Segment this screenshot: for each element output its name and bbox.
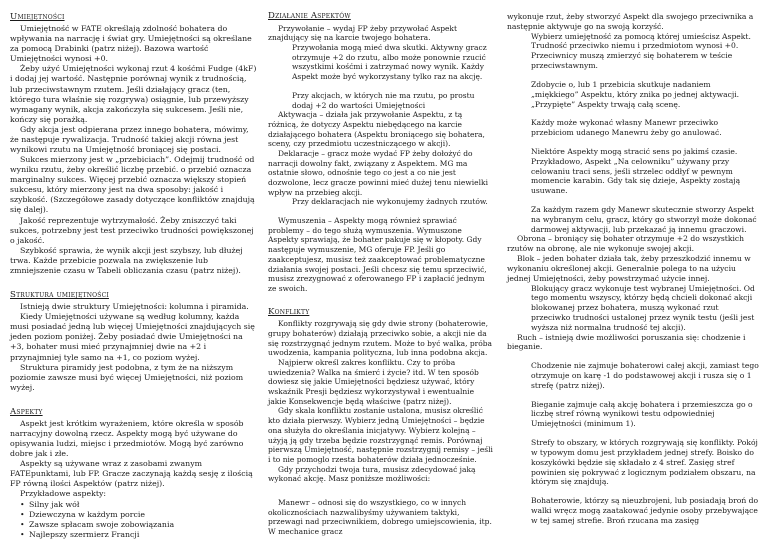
paragraph: Jakość reprezentuje wytrzymałość. Żeby zniszczyć taki sukces, potrzebny jest test przeciwko trudności powiększonej o jakość. — [10, 215, 254, 245]
heading-aspekty: Aspekty — [10, 406, 43, 417]
paragraph: Aspekty są używane wraz z zasobami zwanym FATEpunktami, lub FP. Gracze zaczynają każdą sesję z ilością FP równą ilości Aspektów (patrz niżej). — [10, 459, 253, 489]
paragraph: Konflikty rozgrywają się gdy dwie strony (bohaterowie, grupy bohaterów) działają przeciwko sobie, a akcji nie da się rozstrzygnąć jednym rzutem. Może to być walka, próba uwodzenia, kampania polityczna, lub inna podobna akcja. — [268, 319, 493, 358]
column-1 — [10, 12, 258, 540]
paragraph: Struktura piramidy jest podobna, z tym że na niższym poziomie zawsze musi być więcej Umiejętności, niż poziom wyżej. — [10, 362, 244, 392]
aspect-example-list — [20, 500, 258, 540]
paragraph: Żeby użyć Umiejętności wykonaj rzut 4 kośćmi Fudge (4kF) i dodaj jej wartość. Następnie porównaj wynik z trudnością, lub przeciwstawnym rzutem. Jeśli działający gracz (ten, którego tura właśnie się rozgrywa) osiągnie, lub przewyższy wymagany wynik, akcja zakończyła się sukcesem. Jeśli nie, kończy się porażką. — [10, 64, 257, 124]
paragraph: Sukces mierzony jest w „przebiciach”. Odejmij trudność od wyniku rzutu, żeby określić liczbę przebić. o przebić oznacza marginalny sukces. Więcej przebić oznacza większy stopień sukcesu, który mierzony jest na dwa sposoby: jakość i szybkość. (Szczegółowe zasady dotyczące konfliktów znajdują się dalej). — [10, 155, 255, 215]
paragraph: Wymuszenia – Aspekty mogą również sprawiać problemy – do tego służą wymuszenia. Wymuszone Aspekty sprawiają, że bohater pakuje się w kłopoty. Gdy następuje wymuszenie, MG oferuje FP. Jeśli go zaakceptujesz, musisz też zaakceptować problematyczne działania swojej postaci. Jeśli chcesz się temu sprzeciwić, musisz zrezygnować z oferowanego FP i zapłacić jednym ze swoich. — [268, 216, 487, 293]
heading-umiejetnosci: Umiejętności — [10, 12, 65, 22]
indented-paragraph: Przy akcjach, w których nie ma rzutu, po prostu dodaj +2 do wartości Umiejętności — [292, 90, 475, 110]
heading-struktura: Struktura umiejętności — [10, 290, 109, 301]
list-item: • Zawsze spłacam swoje zobowiązania — [20, 520, 258, 530]
paragraph: Przykładowe aspekty: — [20, 489, 106, 499]
indented-paragraph: Przy deklaracjach nie wykonujemy żadnych rzutów. — [292, 197, 488, 207]
paragraph: Istnieją dwie struktury Umiejętności: kolumna i piramida. — [20, 302, 249, 312]
paragraph: Ruch – istnieją dwie możliwości poruszania się: chodzenie i bieganie. — [507, 332, 746, 352]
list-item: • Silny jak wół — [20, 500, 258, 510]
list-item: • Dziewczyna w każdym porcie — [20, 510, 258, 520]
paragraph: Blok – jeden bohater działa tak, żeby przeszkodzić innemu w wykonaniu określonej akcji. Generalnie polega to na użyciu jednej Umiejętności, żeby powstrzymać użycie innej. — [507, 254, 751, 283]
paragraph: Manewr – odnosi się do wszystkiego, co w innych okolicznościach nazwalibyśmy używaniem taktyki, przewagi nad przeciwnikiem, dobrego umiejscowienia, itp. W mechanice gracz — [268, 497, 492, 536]
indented-paragraph: Chodzenie nie zajmuje bohaterowi całej akcji, zamiast tego otrzymuje on karę -1 do podstawowej akcji i rusza się o 1 strefę (patrz niżej). — [531, 361, 759, 390]
heading-konflikty: Konflikty — [268, 306, 310, 317]
paragraph: Szybkość sprawia, że wynik akcji jest szybszy, lub dłużej trwa. Każde przebicie pozwala na zwiększenie lub zmniejszenie czasu w Tabeli obliczania czasu (patrz niżej). — [10, 245, 243, 275]
paragraph: wykonuje rzut, żeby stworzyć Aspekt dla swojego przeciwnika a następnie aktywuje go na swoją korzyść. — [507, 12, 754, 31]
indented-paragraph: Każdy może wykonać własny Manewr przeciwko przebiciom udanego Manewru żeby go anulować. — [531, 118, 722, 138]
paragraph: Obrona – broniący się bohater otrzymuje +2 do wszystkich rzutów na obronę, ale nie wykonuje swojej akcji. — [507, 234, 745, 254]
paragraph: Przywołanie – wydaj FP żeby przywołać Aspekt znajdujący się na karcie twojego bohatera. — [268, 23, 457, 43]
indented-paragraph: Strefy to obszary, w których rozgrywają się konflikty. Pokój w typowym domu jest przykładem jednej strefy. Boisko do koszykówki będzie się składało z 4 stref. Zasięg stref powinien się pokrywać z logicznym podziałem obszaru, na którym się znajdują. — [531, 438, 758, 487]
indented-paragraph: Blokujący gracz wykonuje test wybranej Umiejętności. Od tego momentu wszyscy, którzy będą chcieli dokonać akcji blokowanej przez bohatera, muszą wykonać rzut przeciwko trudności ustalonej przez wynik testu (jeśli jest wyższa niż normalna trudność tej akcji). — [531, 283, 755, 332]
paragraph: Aspekt jest krótkim wyrażeniem, które określa w sposób narracyjny dowolną rzecz. Aspekty mogą być używane do opisywania ludzi, miejsc i przedmiotów. Mogą być zarówno dobre jak i złe. — [10, 418, 244, 459]
paragraph: Umiejętność w FATE określają zdolność bohatera do wpływania na narrację i świat gry. Umiejętności są określane za pomocą Drabinki (patrz niżej). Bazowa wartość Umiejętności wynosi +0. — [10, 24, 252, 64]
heading-dzialanie-aspektow: Działanie Aspektów — [268, 11, 351, 21]
paragraph: Aktywacja – działa jak przywołanie Aspektu, z tą różnicą, że dotyczy Aspektu niebędącego na karcie działającego bohatera (Aspektu broniącego się bohatera, sceny, czy przedmiotu uczestniczącego w akcji). — [268, 110, 485, 149]
indented-paragraph: Zdobycie o, lub 1 przebicia skutkuje nadaniem „miękkiego” Aspektu, który znika po jednej aktywacji. „Przypięte” Aspekty trwają całą scenę. — [531, 79, 740, 109]
indented-paragraph: Bohaterowie, którzy są nieuzbrojeni, lub posiadają broń do walki wręcz mogą zaatakować jedynie osoby przebywające w tej samej strefie. Broń rzucana ma zasięg — [531, 496, 759, 525]
column-3 — [507, 12, 759, 526]
column-2 — [268, 12, 494, 537]
indented-paragraph: Za każdym razem gdy Manewr skutecznie stworzy Aspekt na wybranym celu, gracz, który go stworzył może dokonać darmowej aktywacji, lub przekazać ją innemu graczowi. — [531, 205, 757, 234]
paragraph: Najpierw określ zakres konfliktu. Czy to próba uwiedzenia? Walka na śmierć i życie? itd. W ten sposób dowiesz się jakie Umiejętności będziesz używać, który wskaźnik Presji będziesz wykorzystywał i ewentualnie jakie Konsekwencje będą właściwe (patrz niżej). — [268, 358, 479, 406]
list-item: • Najlepszy szermierz Francji — [20, 530, 258, 540]
paragraph: Kiedy Umiejętności używane są według kolumny, każda musi posiadać jedną lub więcej Umiejętności znajdujących się jeden poziom poniżej. Żeby posiadać dwie Umiejętności na +3, bohater musi mieć przynajmniej dwie na +2 i przynajmniej tyle samo na +1, co poziom wyżej. — [10, 312, 255, 362]
indented-paragraph: Bieganie zajmuje całą akcję bohatera i przemieszcza go o liczbę stref równą wynikowi testu odpowiedniej Umiejętności (minimum 1). — [531, 399, 753, 429]
indented-paragraph: Niektóre Aspekty mogą stracić sens po jakimś czasie. Przykładowo, Aspekt „Na celowniku” używany przy celowaniu traci sens, jeśli strzelec oddłyf w pewnym momencie karabin. Gdy tak się dzieje, Aspekty zostają usuwane. — [531, 146, 741, 196]
paragraph: Gdy akcja jest odpierana przez innego bohatera, mówimy, że następuje rywalizacja. Trudność takiej akcji równa jest wynikowi rzutu na Umiejętność broniącej się postaci. — [10, 124, 249, 155]
paragraph: Deklaracje – gracz może wydać FP żeby dołożyć do narracji dowolny fakt, związany z Aspektem. MG ma ostatnie słowo, odnośnie tego co jest a co nie jest dozwolone, lecz gracze powinni mieć dużej tenu niewielki wpływ na przebieg akcji. — [268, 148, 488, 197]
paragraph: Gdy skala konfliktu zostanie ustalona, musisz określić kto działa pierwszy. Wybierz jedną Umiejętności – będzie ona służyła do określania inicjatywy. Wybierz kolejną – użyją ją gdy trzeba będzie rozstrzygnąć remis. Porównaj pierwszą Umiejętność, następnie rozstrzygnij remisy – jeśli i to nie pomoglo rzesta bohaterów działa jednocześnie. — [268, 406, 493, 464]
indented-paragraph: Przywołania mogą mieć dwa skutki. Aktywny gracz otrzymuje +2 do rzutu, albo może ponownie rzucić wszystkimi kośćmi i zatrzymać nowy wynik. Każdy Aspekt może być wykorzystany tylko raz na akcję. — [292, 43, 487, 82]
indented-paragraph: Wybierz umiejętność za pomocą której umieścisz Aspekt. Trudność przeciwko niemu i przedmiotom wynosi +0. Przeciwnicy muszą zmierzyć się bohaterem w teście przeciwstawnym. — [531, 31, 751, 71]
paragraph: Gdy przychodzi twoja tura, musisz zdecydować jaką wykonać akcję. Masz poniższe możliwości: — [268, 464, 476, 484]
